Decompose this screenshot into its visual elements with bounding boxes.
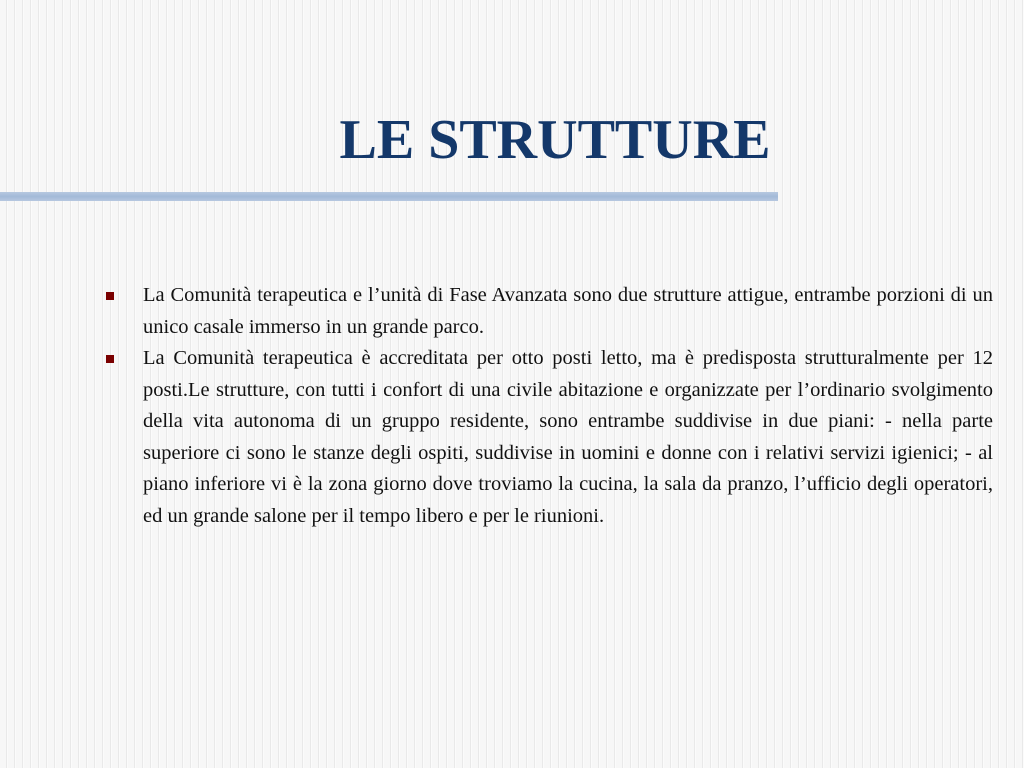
- bullet-list: [100, 280, 993, 532]
- square-bullet-icon: [106, 355, 114, 363]
- square-bullet-icon: [106, 292, 114, 300]
- slide-title: LE STRUTTURE: [339, 109, 771, 171]
- bullet-text: La Comunità terapeutica è accreditata per otto posti letto, ma è predisposta strutturalmente per 12 posti.Le strutture, con tutti i confort di una civile abitazione e organizzate per l’ordinario svolgimento della vita autonoma di un gruppo residente, sono entrambe suddivise in due piani: - nella parte superiore ci sono le stanze degli ospiti, suddivise in uomini e donne con i relativi servizi igienici; - al piano inferiore vi è la zona giorno dove troviamo la cucina, la sala da pranzo, l’ufficio degli operatori, ed un grande salone per il tempo libero e per le riunioni.: [143, 347, 993, 527]
- bullet-item: [100, 280, 993, 343]
- bullet-text: La Comunità terapeutica e l’unità di Fase Avanzata sono due strutture attigue, entrambe porzioni di un unico casale immerso in un grande parco.: [143, 284, 993, 338]
- title-divider: [0, 192, 778, 201]
- bullet-item: [100, 343, 993, 532]
